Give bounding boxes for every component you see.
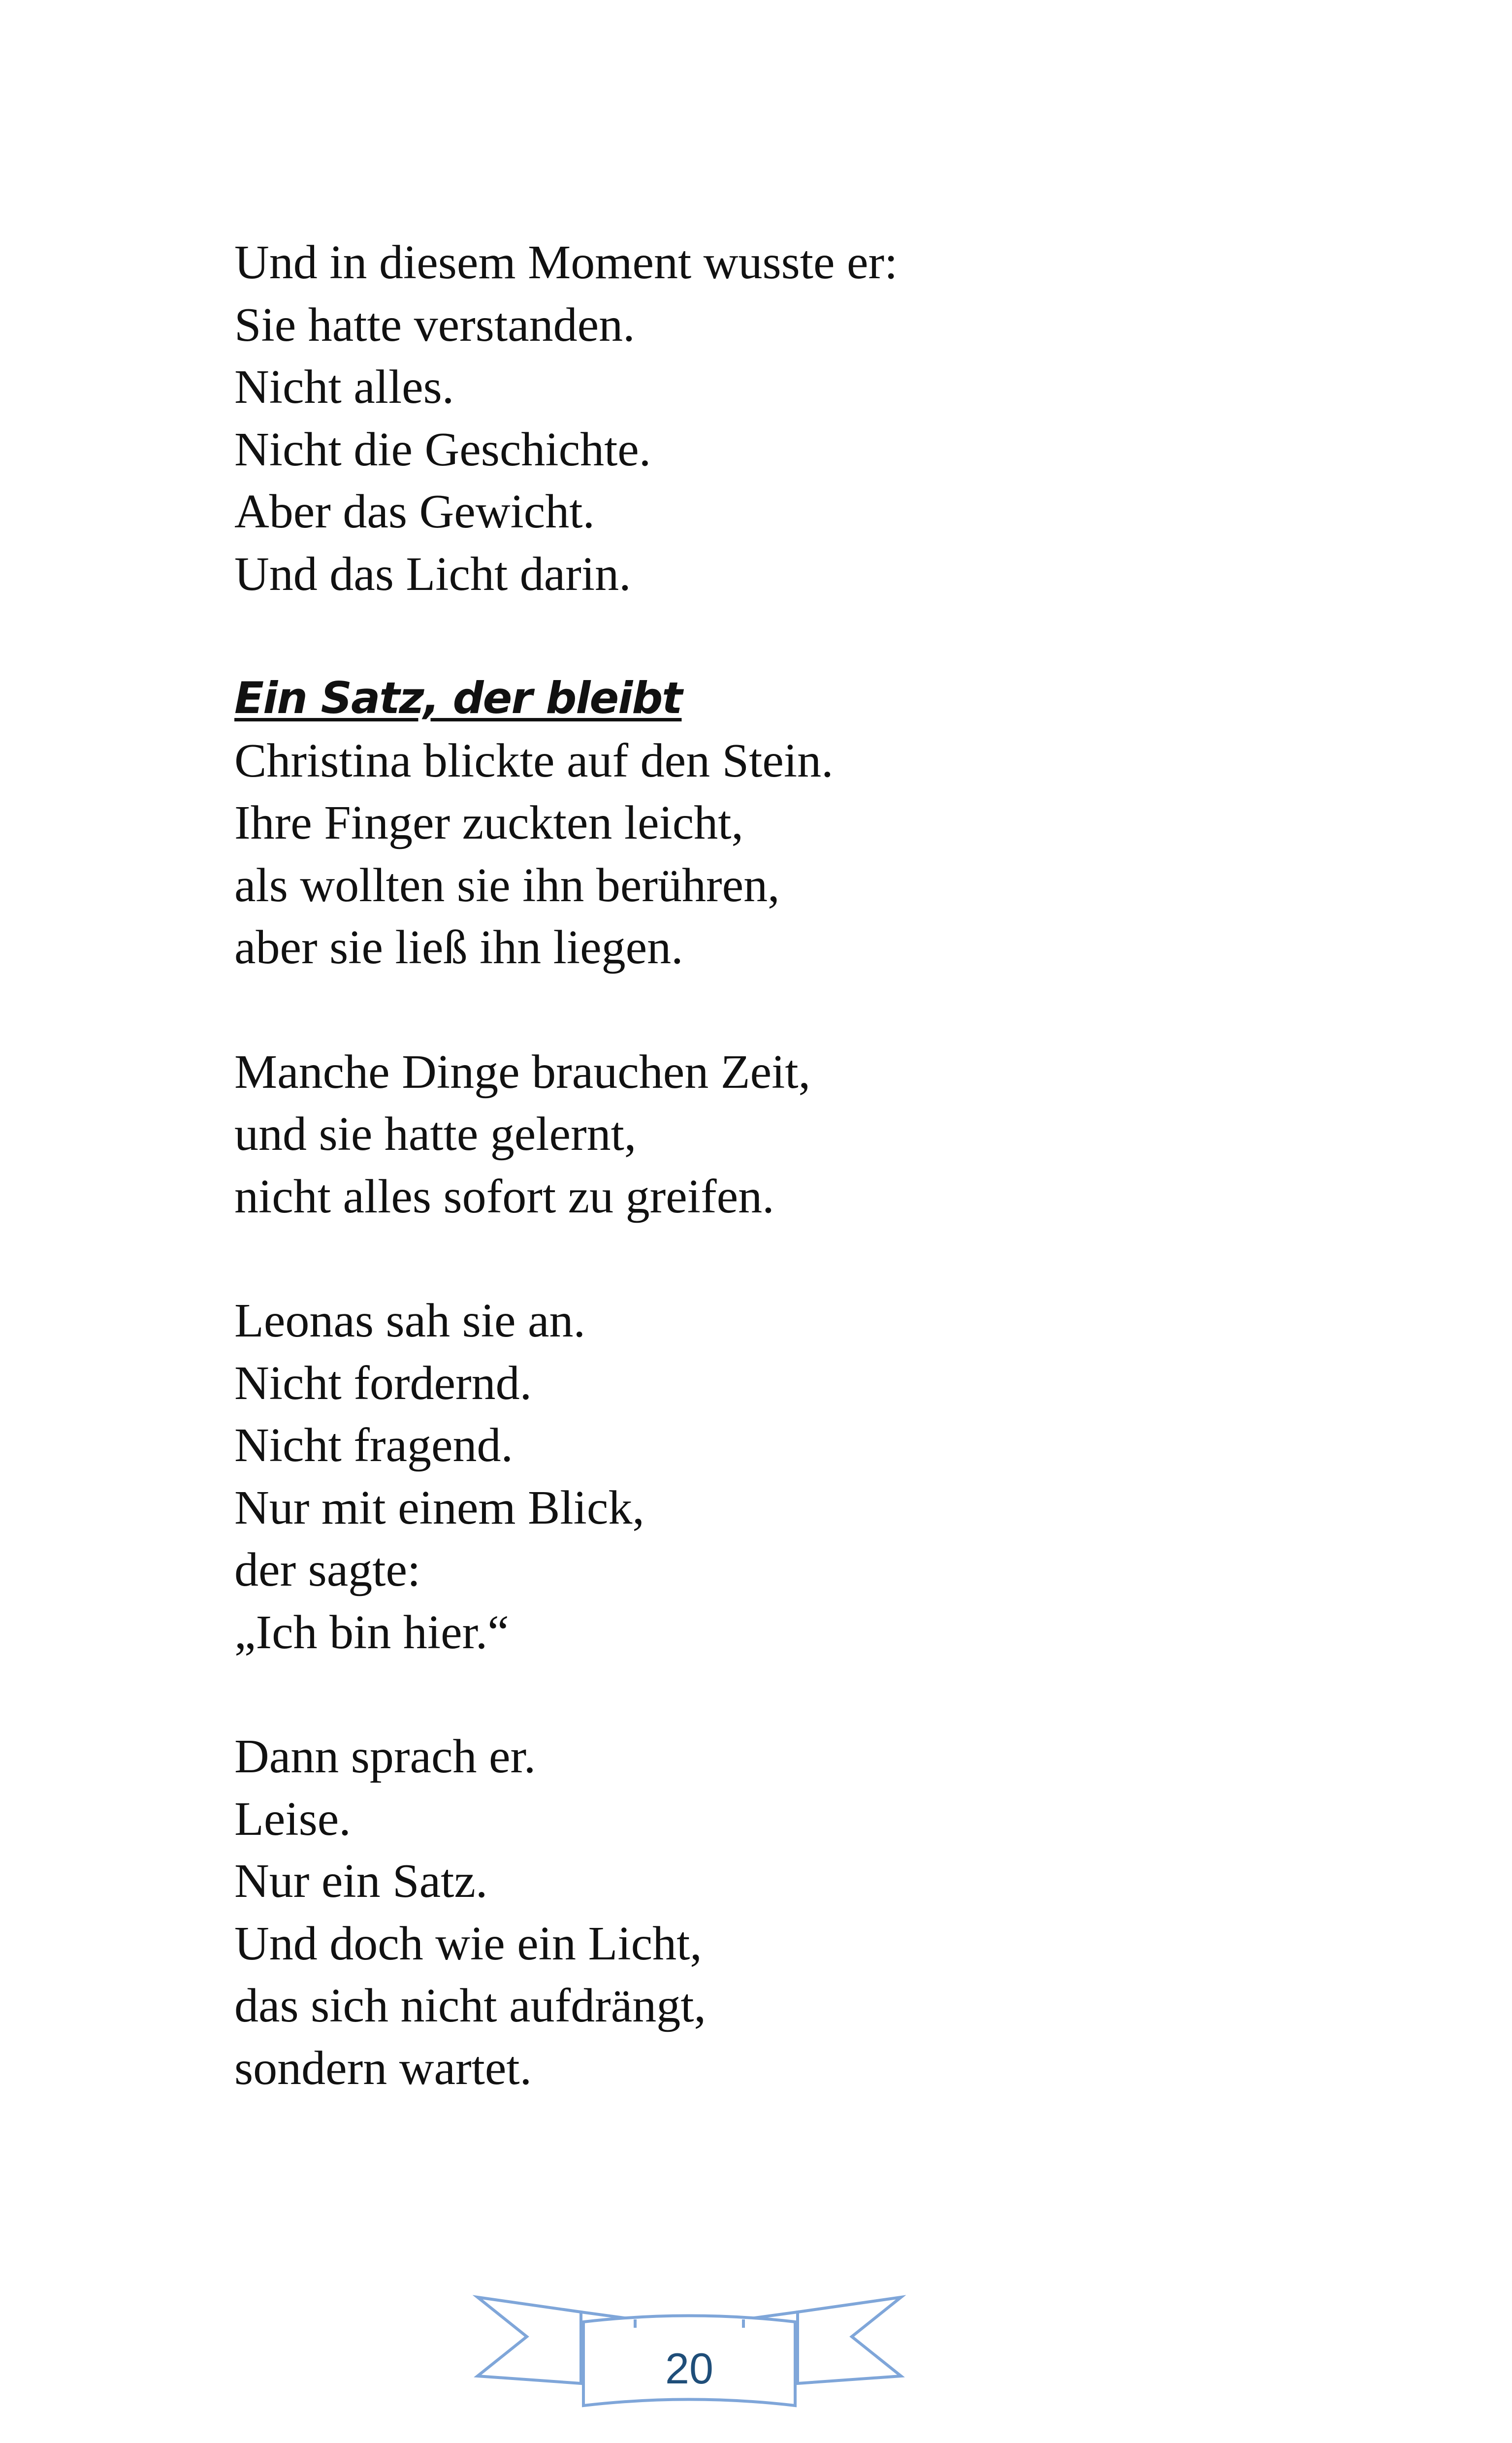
ribbon-right-tail bbox=[798, 2297, 901, 2383]
text-line: aber sie ließ ihn liegen. bbox=[234, 921, 683, 974]
text-line: Nur ein Satz. bbox=[234, 1855, 488, 1908]
text-line: Nicht fragend. bbox=[234, 1419, 513, 1472]
text-line: nicht alles sofort zu greifen. bbox=[234, 1170, 774, 1223]
text-line: Manche Dinge brauchen Zeit, bbox=[234, 1045, 811, 1099]
stanza bbox=[234, 231, 1367, 605]
section-heading: Ein Satz, der bleibt bbox=[234, 673, 682, 723]
stanza bbox=[234, 1041, 1367, 1228]
page-number-ribbon bbox=[473, 2292, 906, 2410]
text-line: Und doch wie ein Licht, bbox=[234, 1917, 702, 1970]
text-line: Nur mit einem Blick, bbox=[234, 1481, 644, 1534]
text-line: „Ich bin hier.“ bbox=[234, 1605, 509, 1659]
stanza bbox=[234, 1726, 1367, 2099]
text-line: Sie hatte verstanden. bbox=[234, 298, 635, 352]
text-line: Und das Licht darin. bbox=[234, 547, 631, 601]
text-line: Nicht alles. bbox=[234, 360, 454, 414]
stanza bbox=[234, 1290, 1367, 1663]
text-line: Nicht die Geschichte. bbox=[234, 423, 651, 476]
text-line: sondern wartet. bbox=[234, 2041, 532, 2095]
text-line: Dann sprach er. bbox=[234, 1730, 536, 1783]
text-line: Christina blickte auf den Stein. bbox=[234, 734, 834, 787]
text-line: das sich nicht aufdrängt, bbox=[234, 1979, 706, 2032]
page-number: 20 bbox=[665, 2344, 713, 2393]
text-line: und sie hatte gelernt, bbox=[234, 1107, 637, 1161]
text-line: als wollten sie ihn berühren, bbox=[234, 858, 780, 912]
text-line: Leise. bbox=[234, 1792, 351, 1846]
text-line: Leonas sah sie an. bbox=[234, 1294, 585, 1347]
text-line: der sagte: bbox=[234, 1543, 421, 1596]
text-line: Nicht fordernd. bbox=[234, 1356, 532, 1410]
text-line: Ihre Finger zuckten leicht, bbox=[234, 796, 744, 849]
text-line: Und in diesem Moment wusste er: bbox=[234, 236, 898, 289]
stanza bbox=[234, 667, 1367, 979]
ribbon-left-tail bbox=[478, 2297, 581, 2383]
text-line: Aber das Gewicht. bbox=[234, 485, 595, 538]
page-body bbox=[234, 231, 1367, 2099]
